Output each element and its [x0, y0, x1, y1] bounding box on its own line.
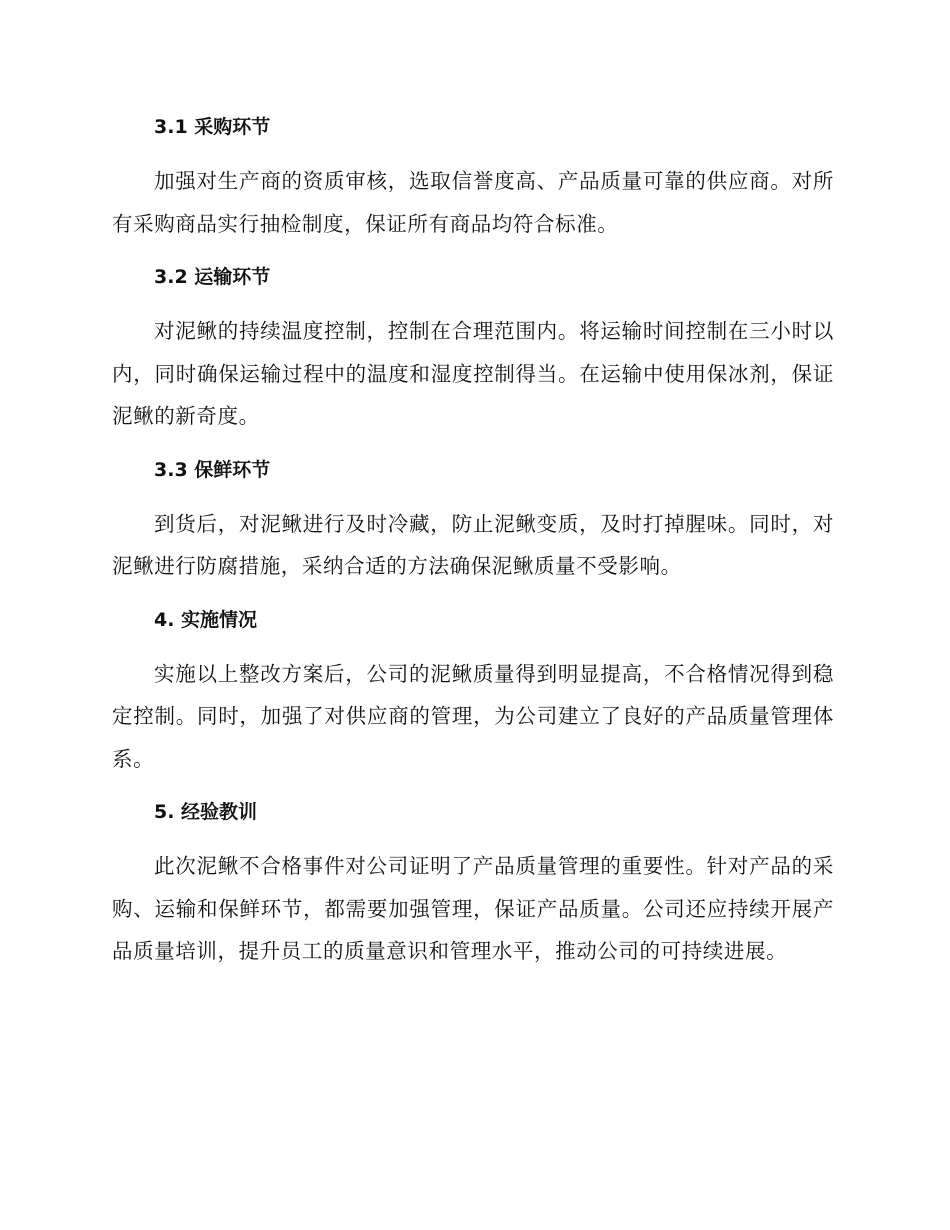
- section-paragraph-3-2: 对泥鳅的持续温度控制，控制在合理范围内。将运输时间控制在三小时以内，同时确保运输过程中的温度和湿度控制得当。在运输中使用保冰剂，保证泥鳅的新奇度。: [112, 319, 834, 428]
- section-paragraph-3-1: 加强对生产商的资质审核，选取信誉度高、产品质量可靠的供应商。对所有采购商品实行抽检制度，保证所有商品均符合标准。: [112, 169, 834, 236]
- section-paragraph-4: 实施以上整改方案后，公司的泥鳅质量得到明显提高，不合格情况得到稳定控制。同时，加强了对供应商的管理，为公司建立了良好的产品质量管理体系。: [112, 661, 834, 771]
- section-heading-3-2: 3.2 运输环节: [154, 266, 271, 288]
- section-heading-4: 4. 实施情况: [154, 608, 258, 631]
- section-paragraph-5: 此次泥鳅不合格事件对公司证明了产品质量管理的重要性。针对产品的采购、运输和保鲜环节，都需要加强管理，保证产品质量。公司还应持续开展产品质量培训，提升员工的质量意识和管理水平，推动公司的可持续进展。: [112, 854, 834, 963]
- section-heading-3-1: 3.1 采购环节: [154, 116, 271, 138]
- section-heading-3-3: 3.3 保鲜环节: [154, 458, 271, 481]
- section-heading-5: 5. 经验教训: [154, 801, 258, 823]
- section-paragraph-3-3: 到货后，对泥鳅进行及时冷藏，防止泥鳅变质，及时打掉腥味。同时，对泥鳅进行防腐措施，采纳合适的方法确保泥鳅质量不受影响。: [112, 511, 834, 578]
- document-body: [112, 106, 834, 982]
